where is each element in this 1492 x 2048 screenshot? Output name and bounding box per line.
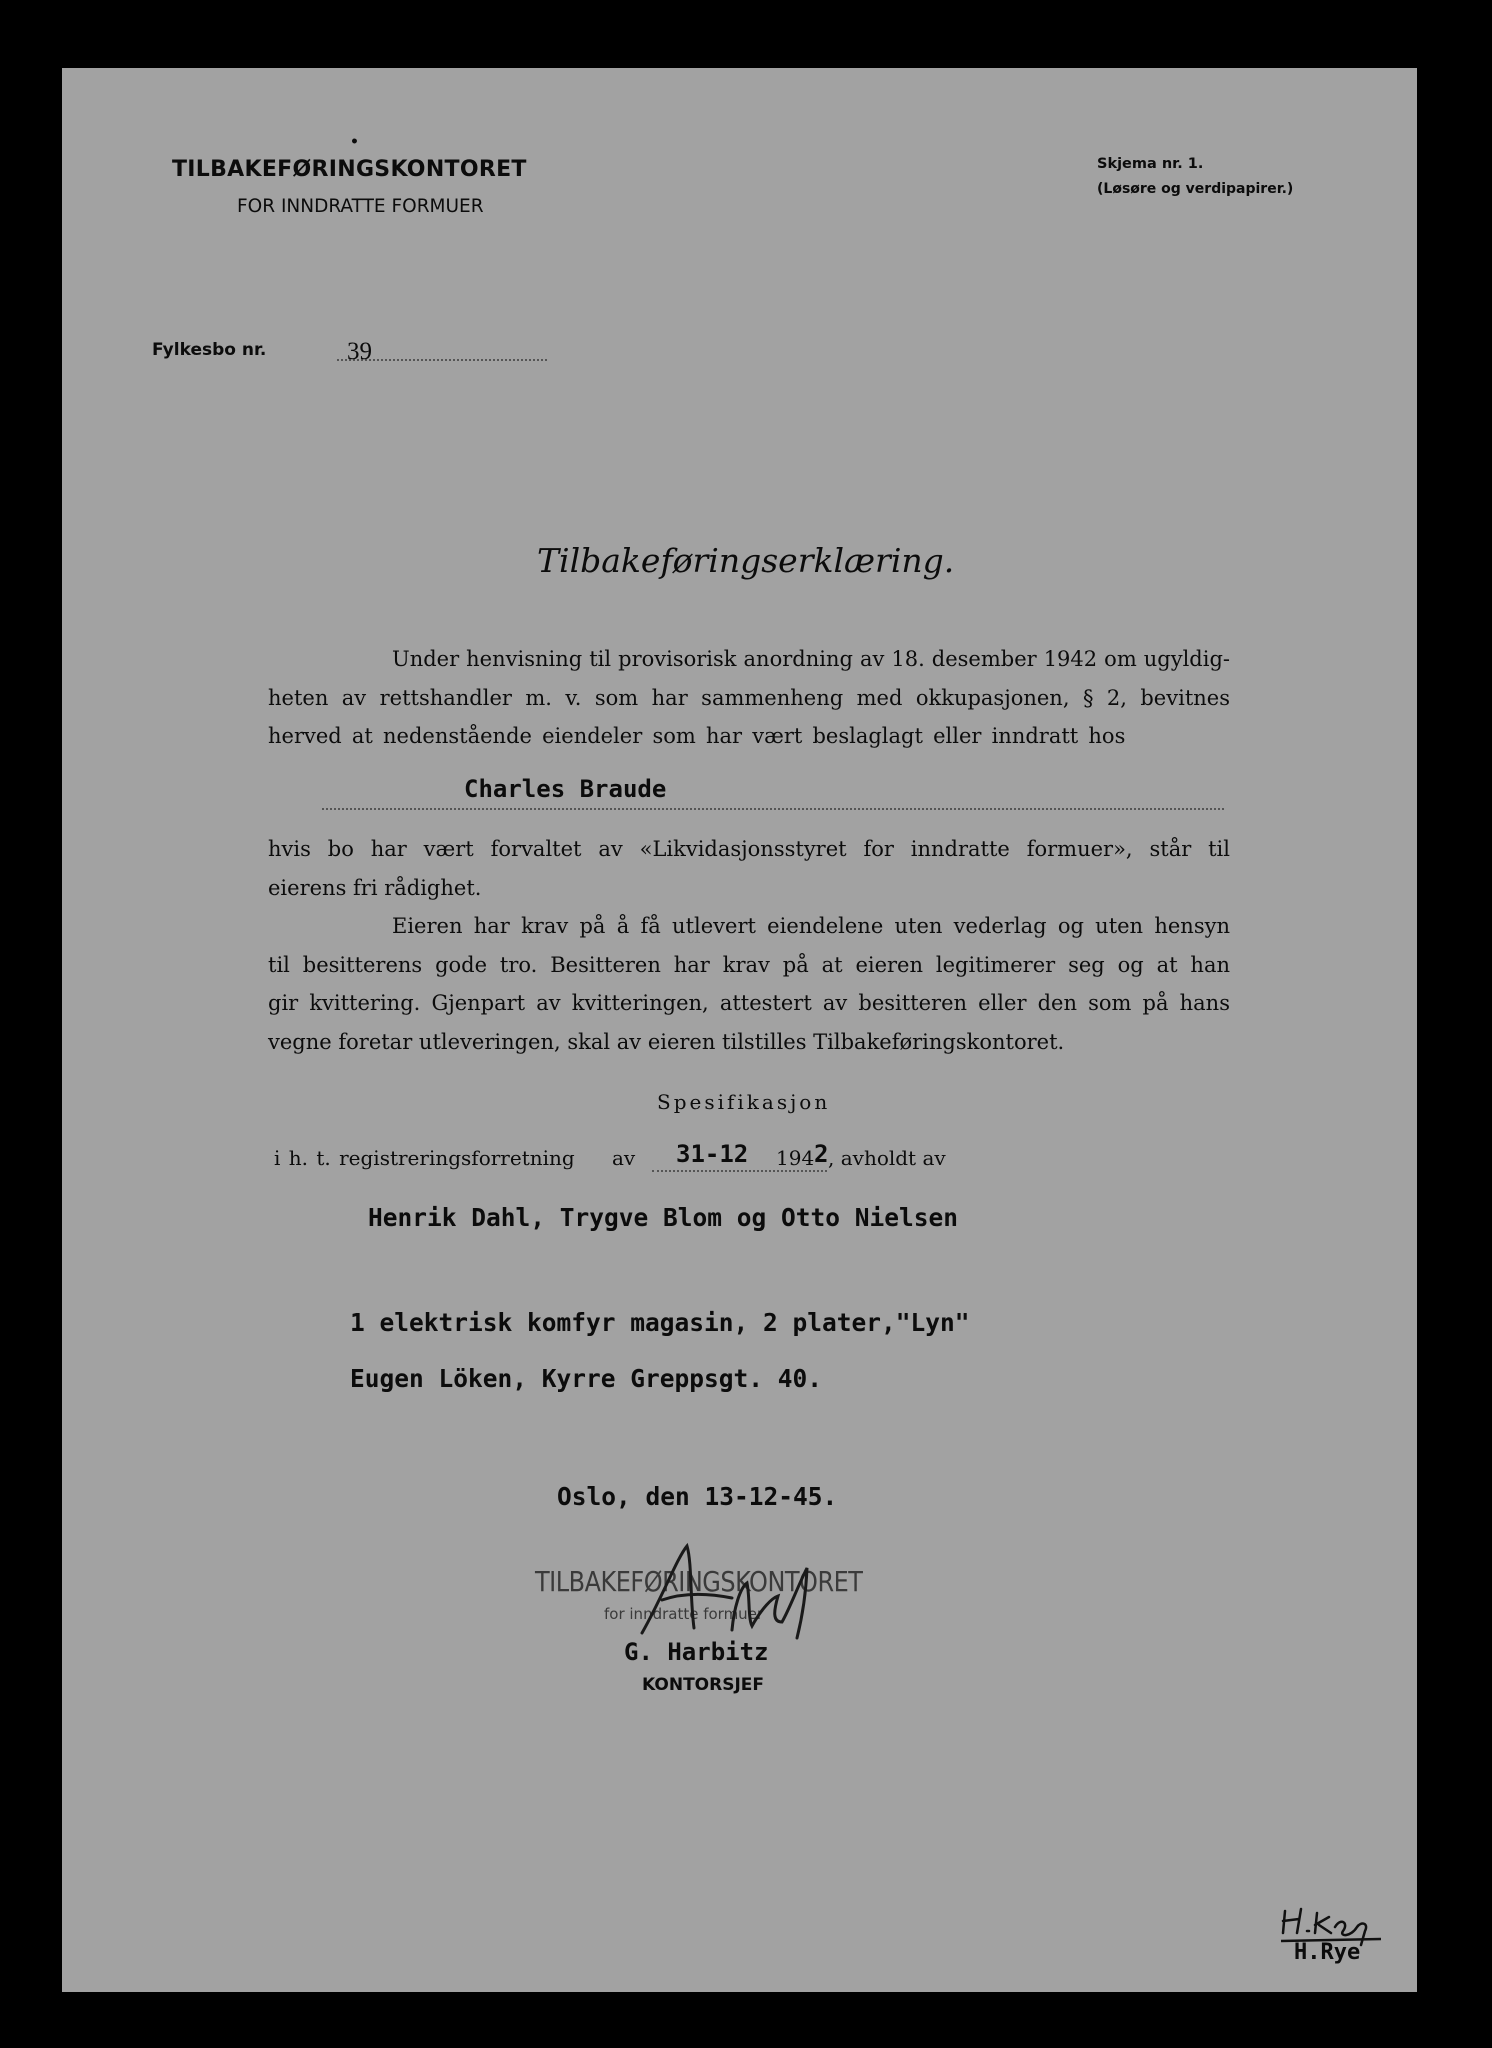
registration-year-prefix: 194 <box>776 1146 815 1170</box>
spec-heading: Spesifikasjon <box>657 1090 831 1114</box>
fylkesbo-label: Fylkesbo nr. <box>152 340 267 360</box>
document-title: Tilbakeføringserklæring. <box>537 541 955 580</box>
intro-line-3: herved at nedenstående eiendeler som har vært beslaglagt eller inndratt hos <box>268 724 1126 748</box>
held-by-label: , avholdt av <box>828 1146 946 1170</box>
admin-line-1: hvis bo har vært forvaltet av «Likvidasjonsstyret for inndratte formuer», står til <box>268 837 1230 861</box>
intro-paragraph <box>268 640 1230 756</box>
stamp-subtitle: for inndratte formuer <box>604 1605 764 1623</box>
owner-dotline <box>322 808 1224 810</box>
office-name: TILBAKEFØRINGSKONTORET <box>172 157 527 182</box>
signer-name: G. Harbitz <box>624 1638 769 1666</box>
rights-line-3: gir kvittering. Gjenpart av kvitteringen, attestert av besitteren eller den som på hans <box>268 991 1230 1015</box>
stamp-office-name: TILBAKEFØRINGSKONTORET <box>535 1565 863 1599</box>
fylkesbo-value: 39 <box>347 338 372 365</box>
rights-line-4: vegne foretar utleveringen, skal av eieren tilstilles Tilbakeføringskontoret. <box>268 1029 1065 1054</box>
intro-line-2: heten av rettshandler m. v. som har sammenheng med okkupasjonen, § 2, bevitnes <box>268 685 1230 710</box>
place-date: Oslo, den 13-12-45. <box>557 1482 838 1511</box>
administration-paragraph <box>268 830 1230 907</box>
schema-type: (Løsøre og verdipapirer.) <box>1097 181 1294 197</box>
office-subtitle: FOR INNDRATTE FORMUER <box>237 196 484 217</box>
registration-date: 31-12 <box>676 1140 749 1168</box>
signer-role: KONTORSJEF <box>642 1675 765 1695</box>
schema-number: Skjema nr. 1. <box>1097 156 1204 172</box>
corner-typed-initials: H.Rye <box>1294 1940 1361 1965</box>
registration-persons: Henrik Dahl, Trygve Blom og Otto Nielsen <box>368 1203 959 1232</box>
item-line-2: Eugen Löken, Kyrre Greppsgt. 40. <box>350 1364 823 1393</box>
document-page <box>62 68 1417 1992</box>
rights-line-1: Eieren har krav på å få utlevert eiendelene uten vederlag og uten hensyn <box>392 914 1230 938</box>
handwritten-signature <box>622 1538 822 1648</box>
owner-name: Charles Braude <box>464 775 667 803</box>
rights-line-2: til besitterens gode tro. Besitteren har krav på at eieren legitimerer seg og at han <box>268 952 1230 977</box>
intro-line-1: Under henvisning til provisorisk anordning av 18. desember 1942 om ugyldig- <box>392 647 1230 671</box>
rights-paragraph <box>268 907 1230 1061</box>
registration-label: i h. t. registreringsforretning <box>274 1146 575 1170</box>
bullet-mark: • <box>350 134 359 150</box>
registration-year-suffix: 2 <box>814 1140 829 1168</box>
registration-av: av <box>612 1146 636 1170</box>
item-line-1: 1 elektrisk komfyr magasin, 2 plater,"Lyn" <box>350 1308 970 1337</box>
registration-date-dotline <box>652 1170 827 1172</box>
admin-line-2: eierens fri rådighet. <box>268 875 482 900</box>
